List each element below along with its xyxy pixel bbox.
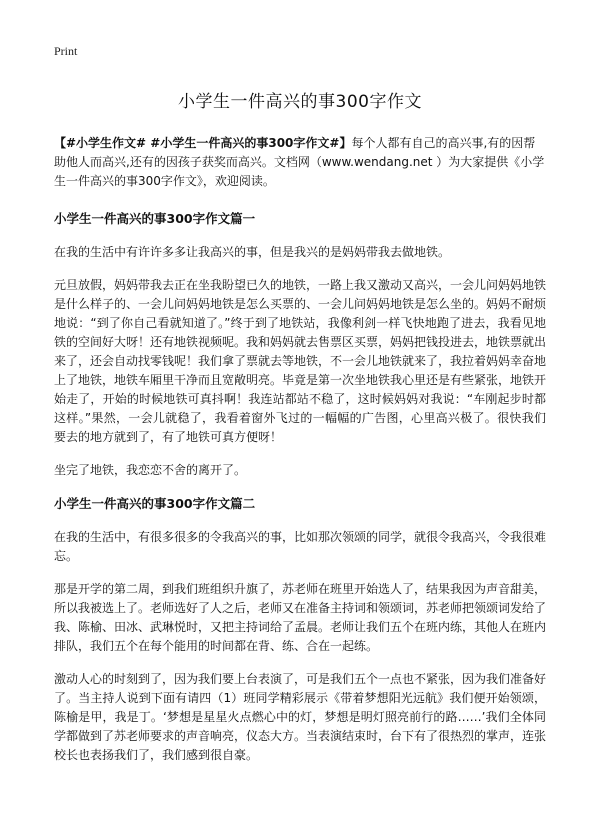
paragraph: 元旦放假，妈妈带我去正在坐我盼望已久的地铁，一路上我又激动又高兴，一会儿问妈妈地铁是什么样子的、一会儿问妈妈地铁是怎么买票的、一会儿问妈妈地铁是怎么坐的。妈妈不耐烦地说：“到了你自己看就知道了。”终于到了地铁站，我像利剑一样飞快地跑了进去，我看见地铁的空间好大呀！还有地铁视频呢。我和妈妈就去售票区买票，妈妈把钱投进去，地铁票就出来了，还会自动找零钱呢！我们拿了票就去等地铁，不一会儿地铁就来了，我拉着妈妈幸奋地上了地铁，地铁车厢里干净而且宽敞明亮。毕竟是第一次坐地铁我心里还是有些紧张，地铁开始走了，开始的时候地铁可真抖啊！我连站都站不稳了，这时候妈妈对我说：“车刚起步时都这样。”果然，一会儿就稳了，我看着窗外飞过的一幅幅的广告图，心里高兴极了。很快我们要去的地方就到了，有了地铁可真方便呀！: [54, 278, 547, 444]
intro-text: 每个人都有自己的高兴事,有的因帮助他人而高兴,还有的因孩子获奖而高兴。文档网（www.wendang.net ）为大家提供《小学生一件高兴的事300字作文》，欢迎阅读。: [54, 136, 545, 188]
intro-tag: 【#小学生作文# #小学生一件高兴的事300字作文#】: [54, 136, 352, 150]
paragraph: 在我的生活中，有很多很多的令我高兴的事，比如那次领颂的同学，就很令我高兴，令我很难忘。: [54, 530, 547, 563]
section-heading: 小学生一件高兴的事300字作文篇一: [54, 211, 256, 226]
print-label[interactable]: Print: [54, 44, 78, 58]
paragraph: 激动人心的时刻到了，因为我们要上台表演了，可是我们五个一点也不紧张，因为我们准备好了。当主持人说到下面有请四（1）班同学精彩展示《带着梦想阳光远航》我们便开始领颂，陈榆是甲，我是丁。‘梦想是星星火点燃心中的灯，梦想是明灯照亮前行的路……’我们全体同学都做到了苏老师要求的声音响亮，仪态大方。当表演结束时，台下有了很热烈的掌声，连张校长也表扬我们了，我们感到很自豪。: [54, 672, 547, 762]
paragraph: 在我的生活中有许许多多让我高兴的事，但是我兴的是妈妈带我去做地铁。: [54, 245, 451, 259]
section-two: [54, 494, 546, 765]
intro-paragraph: [54, 134, 546, 191]
paragraph: 那是开学的第二周，到我们班组织升旗了，苏老师在班里开始选人了，结果我因为声音甜美，所以我被选上了。老师选好了人之后，老师又在准备主持词和领颂词，苏老师把领颂词发给了我、陈榆、田冰、武琳悦时，又把主持词给了孟晨。老师让我们五个在班内练，其他人在班内排队，我们五个在每个能用的时间都在背、练、合在一起练。: [54, 582, 547, 653]
section-heading: 小学生一件高兴的事300字作文篇二: [54, 496, 256, 511]
paragraph: 坐完了地铁，我恋恋不舍的离开了。: [54, 463, 247, 477]
page-title: 小学生一件高兴的事300字作文: [178, 92, 422, 112]
section-one: [54, 209, 546, 480]
